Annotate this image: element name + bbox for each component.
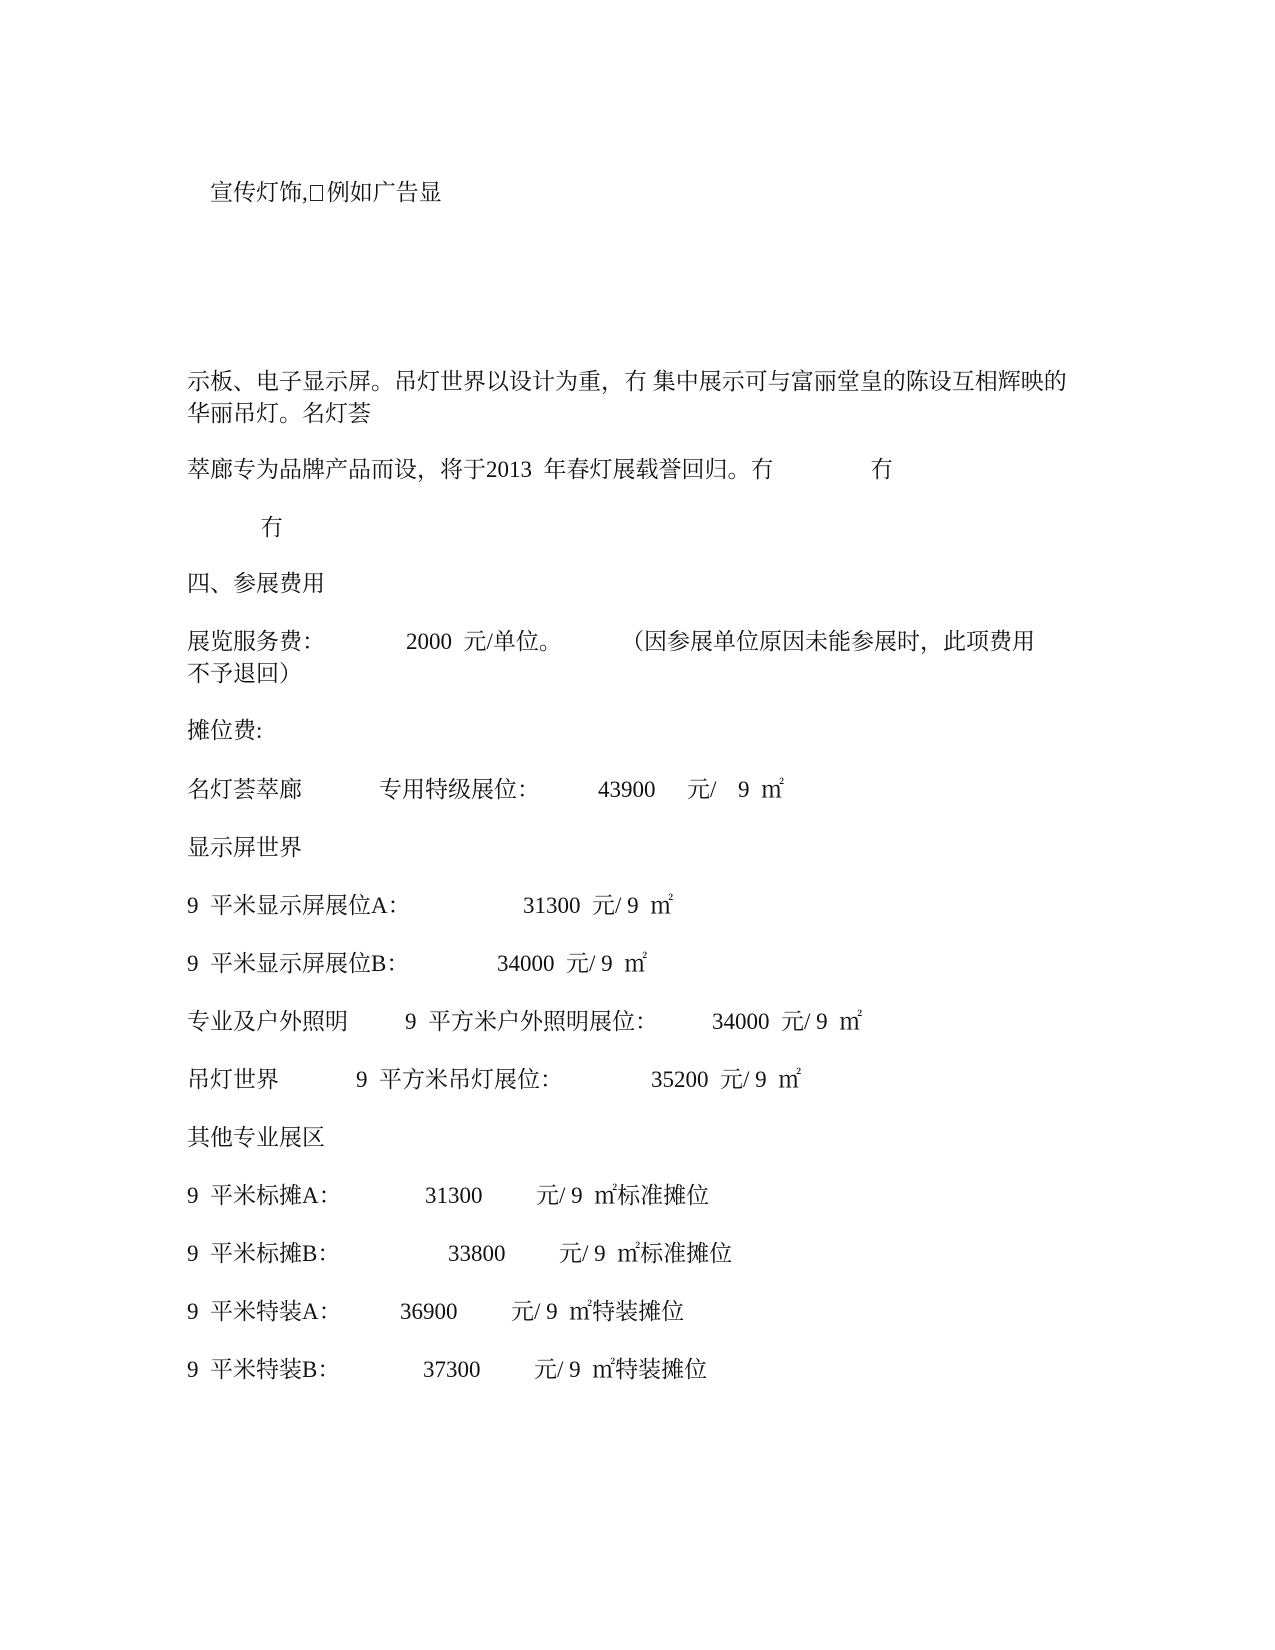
fee-row-mingdeng [187,775,1087,805]
category-other: 其他专业展区 [187,1125,325,1150]
fee-row-type: 9 平米标摊B： [187,1241,341,1266]
fee-row-price: 31300 元/ 9 ㎡ [523,893,674,918]
fee-row-price: 37300 [423,1357,481,1382]
fee-row-price: 33800 [448,1241,506,1266]
fee-row-type: 专用特级展位： [379,777,540,802]
fee-row-type: 9 平米显示屏展位A： [187,893,411,918]
text-fragment: 冇 [260,515,283,540]
fee-row-price: 35200 元/ 9 ㎡ [651,1067,802,1092]
text-fragment: 萃廊专为品牌产品而设，将于2013 年春灯展载誉回归。冇 [187,457,774,482]
fee-row-type: 9 平米特装A： [187,1299,342,1324]
fee-row-outdoor [187,1007,1087,1037]
fee-row-area: 吊灯世界 [187,1067,279,1092]
paragraph-chandelier-world: 示板、电子显示屏。吊灯世界以设计为重，冇 集中展示可与富丽堂皇的陈设互相辉映的华丽吊灯。名灯荟 [187,369,1067,426]
fee-row-type: 9 平方米户外照明展位： [405,1009,658,1034]
fee-row-display-b [187,949,1087,979]
fee-row-area: 名灯荟萃廊 [187,777,302,802]
fee-row-unit: 元/ [687,777,717,802]
service-fee-note-cont: 不予退回） [187,661,302,686]
service-fee-note: （因参展单位原因未能参展时，此项费用 [621,629,1035,654]
fee-row-unit: 元/ 9 ㎡标准摊位 [536,1183,710,1208]
fee-row-std-a [187,1181,1087,1211]
fee-row-price: 34000 元/ 9 ㎡ [497,951,648,976]
text-line-stray [187,513,1087,543]
service-fee-amount: 2000 元/单位。 [406,629,562,654]
fee-row-unit: 元/ 9 ㎡标准摊位 [559,1241,733,1266]
fee-row-unit: 元/ 9 ㎡特装摊位 [511,1299,685,1324]
text-fragment: 宣传灯饰, [210,180,308,205]
fee-row-size: 9 ㎡ [738,777,784,802]
fee-row-spec-a [187,1297,1087,1327]
service-fee-line [187,627,1087,657]
fee-row-price: 31300 [425,1183,483,1208]
text-fragment: 例如广告显 [326,180,442,205]
category-display-world: 显示屏世界 [187,835,302,860]
service-fee-label: 展览服务费： [187,629,325,654]
fee-row-spec-b [187,1355,1087,1385]
fee-row-display-a [187,891,1087,921]
fee-row-price: 36900 [400,1299,458,1324]
fee-row-unit: 元/ 9 ㎡特装摊位 [534,1357,708,1382]
fee-row-area: 专业及户外照明 [187,1009,348,1034]
fee-row-price: 34000 元/ 9 ㎡ [712,1009,863,1034]
fee-row-chandelier [187,1065,1087,1095]
text-line-advertising [187,148,442,238]
booth-fee-label: 摊位费: [187,718,263,743]
fee-row-price: 43900 [598,777,656,802]
fee-row-type: 9 平方米吊灯展位： [356,1067,563,1092]
fee-row-std-b [187,1239,1087,1269]
fee-row-type: 9 平米特装B： [187,1357,341,1382]
fee-row-type: 9 平米显示屏展位B： [187,951,410,976]
text-line-brand-gallery [187,455,1087,485]
missing-glyph-box [310,185,323,201]
section-title: 四、参展费用 [187,571,325,596]
fee-row-type: 9 平米标摊A： [187,1183,342,1208]
text-fragment: 冇 [870,457,893,482]
